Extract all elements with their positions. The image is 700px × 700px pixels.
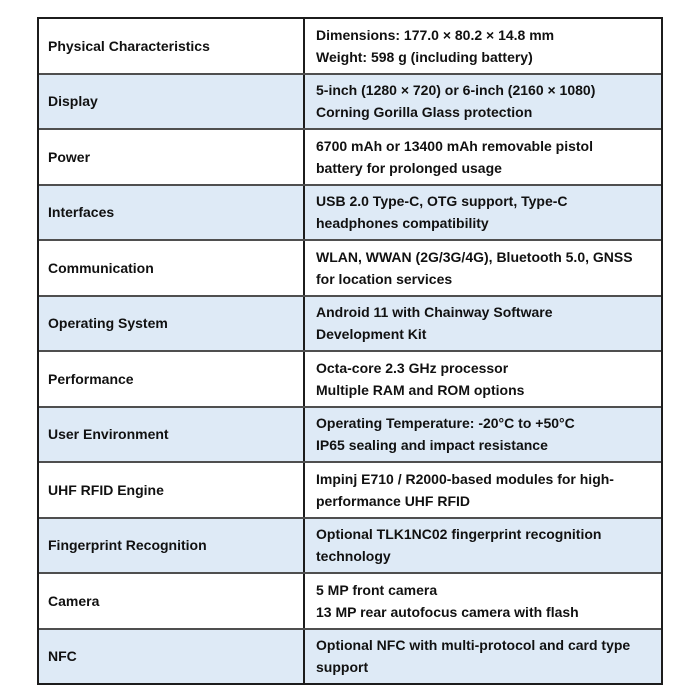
spec-value-line: Octa-core 2.3 GHz processor [316,359,509,376]
spec-label: Power [39,130,305,184]
spec-value [305,630,661,684]
spec-label: UHF RFID Engine [39,463,305,517]
table-row-camera [39,572,661,628]
spec-value-line: Android 11 with Chainway Software [316,304,553,321]
table-row-operating-system [39,295,661,351]
spec-value-line: headphones compatibility [316,215,489,232]
table-row-user-environment [39,406,661,462]
spec-value-line: Multiple RAM and ROM options [316,381,525,398]
spec-label: Fingerprint Recognition [39,519,305,573]
spec-value [305,574,661,628]
spec-label: User Environment [39,408,305,462]
spec-label: Physical Characteristics [39,19,305,73]
spec-label: NFC [39,630,305,684]
spec-value-line: USB 2.0 Type-C, OTG support, Type-C [316,193,568,210]
spec-value [305,241,661,295]
spec-value-line: Weight: 598 g (including battery) [316,48,533,65]
table-row-power [39,128,661,184]
spec-label: Communication [39,241,305,295]
spec-value-line: support [316,659,369,676]
spec-value-line: WLAN, WWAN (2G/3G/4G), Bluetooth 5.0, GNSS [316,248,633,265]
spec-value-line: Operating Temperature: -20°C to +50°C [316,415,575,432]
spec-label: Display [39,75,305,129]
spec-label: Operating System [39,297,305,351]
table-row-display [39,73,661,129]
table-row-physical-characteristics [39,19,661,73]
spec-value [305,519,661,573]
spec-value-line: Optional NFC with multi-protocol and card type [316,637,631,654]
table-row-uhf-rfid-engine [39,461,661,517]
spec-value-line: Optional TLK1NC02 fingerprint recognition [316,526,602,543]
spec-value-line: technology [316,548,391,565]
spec-value [305,186,661,240]
spec-value-line: IP65 sealing and impact resistance [316,437,548,454]
spec-value-line: 13 MP rear autofocus camera with flash [316,603,579,620]
spec-value [305,408,661,462]
spec-value-line: 6700 mAh or 13400 mAh removable pistol [316,137,593,154]
specification-table [37,17,663,685]
spec-value-line: Development Kit [316,326,427,343]
spec-value [305,297,661,351]
spec-value [305,19,661,73]
table-row-interfaces [39,184,661,240]
spec-value-line: for location services [316,270,453,287]
spec-value [305,75,661,129]
table-row-performance [39,350,661,406]
spec-value-line: Corning Gorilla Glass protection [316,104,533,121]
spec-label: Interfaces [39,186,305,240]
spec-value-line: performance UHF RFID [316,492,471,509]
spec-value [305,463,661,517]
table-row-communication [39,239,661,295]
spec-value [305,352,661,406]
table-row-nfc [39,628,661,684]
spec-value-line: battery for prolonged usage [316,159,502,176]
spec-label: Camera [39,574,305,628]
spec-value-line: 5-inch (1280 × 720) or 6-inch (2160 × 1080) [316,82,596,99]
spec-value-line: Impinj E710 / R2000-based modules for high- [316,470,614,487]
spec-label: Performance [39,352,305,406]
spec-value-line: Dimensions: 177.0 × 80.2 × 14.8 mm [316,26,555,43]
spec-value-line: 5 MP front camera [316,581,438,598]
spec-value [305,130,661,184]
table-row-fingerprint-recognition [39,517,661,573]
